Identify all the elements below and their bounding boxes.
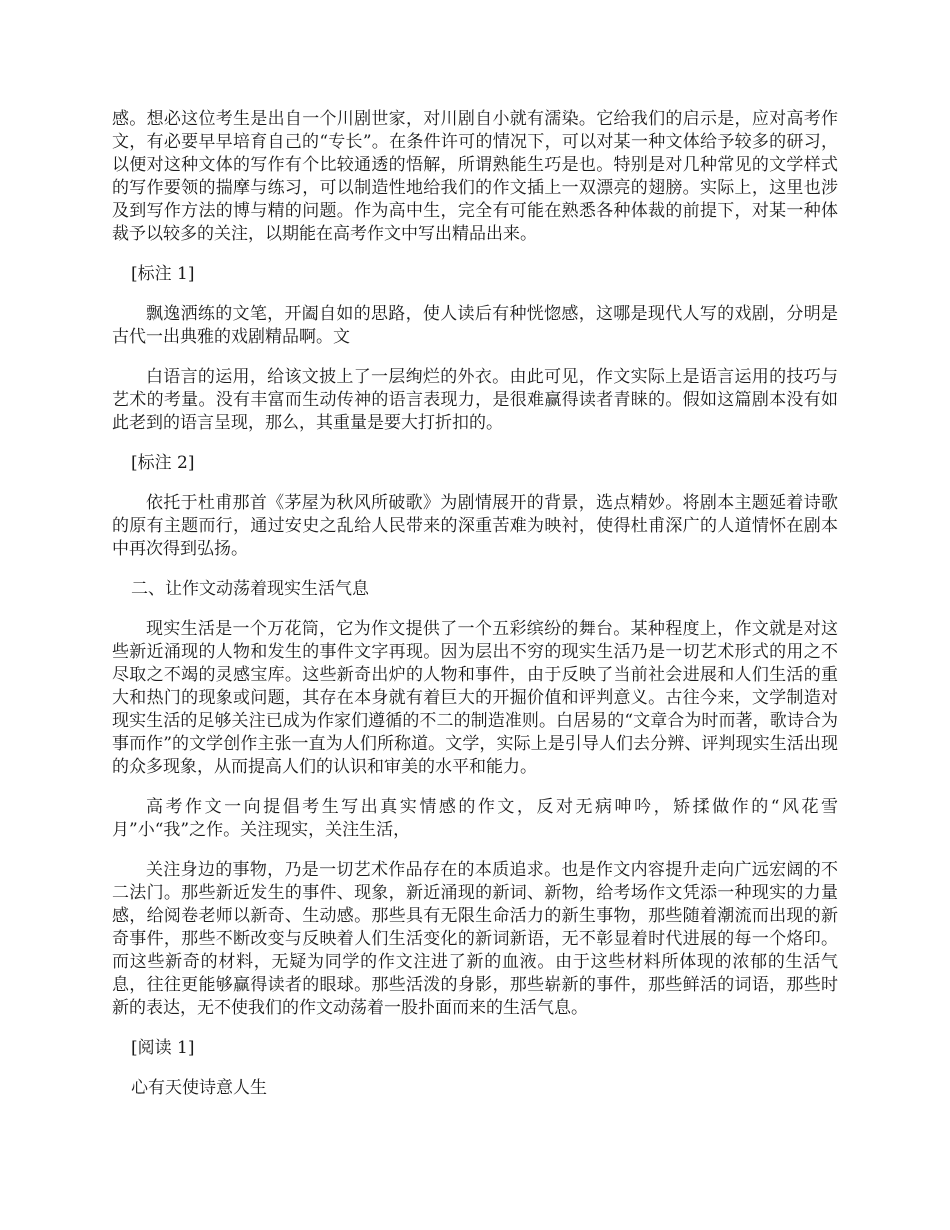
annotation-label-1: [标注 1]: [131, 264, 195, 284]
reading-label-1: [阅读 1]: [131, 1038, 195, 1058]
paragraph-exam-writing: 高考作文一向提倡考生写出真实情感的作文，反对无病呻吟，矫揉做作的“风花雪月”小“我”之作。关注现实，关注生活，: [112, 797, 838, 840]
paragraph-annotation-2: 依托于杜甫那首《茅屋为秋风所破歌》为剧情展开的背景，选点精妙。将剧本主题延着诗歌的原有主题而行，通过安史之乱给人民带来的深重苦难为映衬，使得杜甫深广的人道情怀在剧本中再次得到弘扬。: [112, 493, 838, 559]
paragraph-annotation-1-part-1: 飘逸洒练的文笔，开阖自如的思路，使人读后有种恍惚感，这哪是现代人写的戏剧，分明是古代一出典雅的戏剧精品啊。文: [112, 304, 838, 347]
section-heading: 二、让作文动荡着现实生活气息: [131, 579, 369, 599]
paragraph-continuation: 感。想必这位考生是出自一个川剧世家，对川剧自小就有濡染。它给我们的启示是，应对高考作文，有必要早早培育自己的“专长”。在条件许可的情况下，可以对某一种文体给予较多的研习，以便对这种文体的写作有个比较通透的悟解，所谓熟能生巧是也。特别是对几种常见的文学样式的写作要领的揣摩与练习，可以制造性地给我们的作文插上一双漂亮的翅膀。实际上，这里也涉及到写作方法的博与精的问题。作为高中生，完全有可能在熟悉各种体裁的前提下，对某一种体裁予以较多的关注，以期能在高考作文中写出精品出来。: [112, 109, 838, 244]
paragraph-attention-surroundings: 关注身边的事物，乃是一切艺术作品存在的本质追求。也是作文内容提升走向广远宏阔的不二法门。那些新近发生的事件、现象，新近涌现的新词、新物，给考场作文凭添一种现实的力量感，给阅卷老师以新奇、生动感。那些具有无限生命活力的新生事物，那些随着潮流而出现的新奇事件，那些不断改变与反映着人们生活变化的新词新语，无不彰显着时代进展的每一个烙印。而这些新奇的材料，无疑为同学的作文注进了新的血液。由于这些材料所体现的浓郁的生活气息，往往更能够赢得读者的眼球。那些活泼的身影，那些崭新的事件，那些鲜活的词语，那些时新的表达，无不使我们的作文动荡着一股扑面而来的生活气息。: [112, 860, 838, 1018]
annotation-label-2: [标注 2]: [131, 453, 195, 473]
paragraph-real-life: 现实生活是一个万花筒，它为作文提供了一个五彩缤纷的舞台。某种程度上，作文就是对这些新近涌现的人物和发生的事件文字再现。因为层出不穷的现实生活乃是一切艺术形式的用之不尽取之不竭的灵感宝库。这些新奇出炉的人物和事件，由于反映了当前社会进展和人们生活的重大和热门的现象或问题，其存在本身就有着巨大的开掘价值和评判意义。古往今来，文学制造对现实生活的足够关注已成为作家们遵循的不二的制造准则。白居易的“文章合为时而著，歌诗合为事而作”的文学创作主张一直为人们所称道。文学，实际上是引导人们去分辨、评判现实生活出现的众多现象，从而提高人们的认识和审美的水平和能力。: [112, 619, 838, 777]
reading-title: 心有天使诗意人生: [131, 1078, 267, 1098]
paragraph-annotation-1-part-2: 白语言的运用，给该文披上了一层绚烂的外衣。由此可见，作文实际上是语言运用的技巧与艺术的考量。没有丰富而生动传神的语言表现力，是很难赢得读者青睐的。假如这篇剧本没有如此老到的语言呈现，那么，其重量是要大打折扣的。: [112, 367, 838, 433]
